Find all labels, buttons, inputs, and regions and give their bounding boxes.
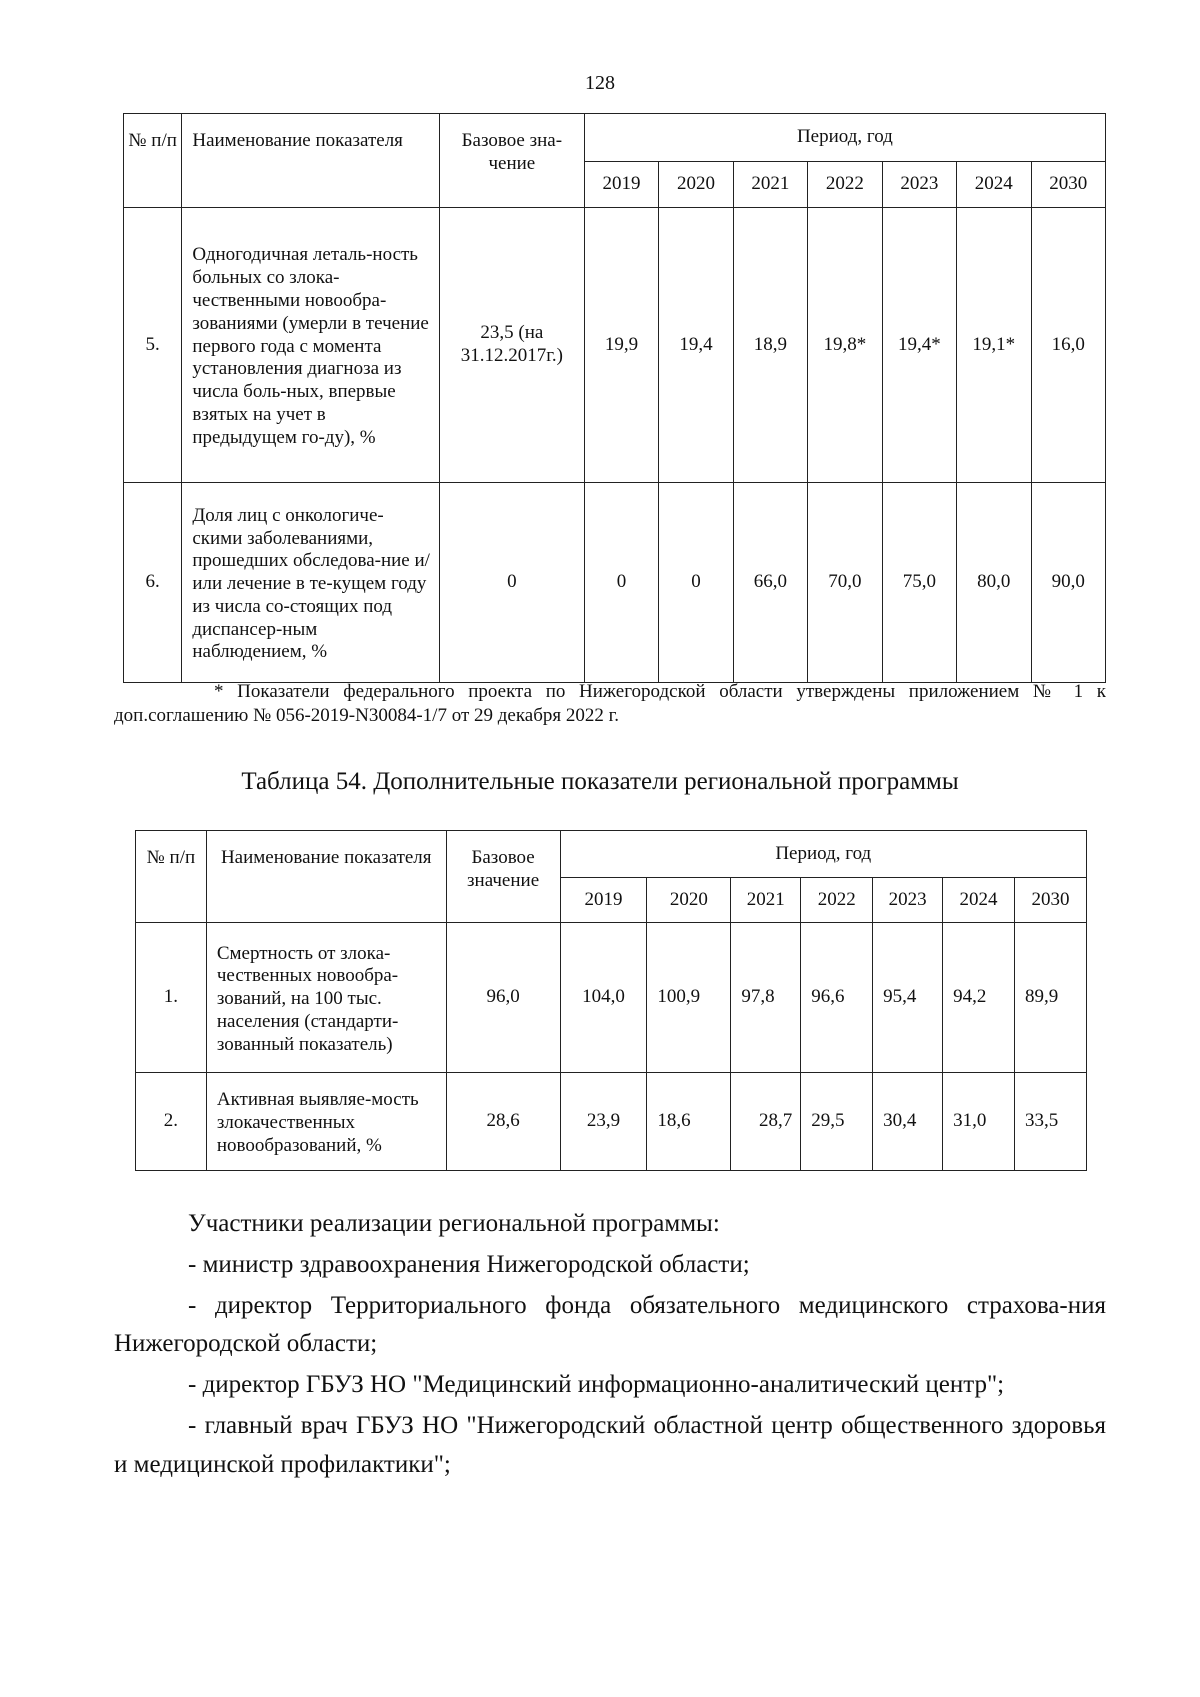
row-value: 0	[659, 483, 733, 683]
paragraph: - главный врач ГБУЗ НО "Нижегородский областной центр общественного здоровья и медицинской профилактики";	[114, 1411, 1106, 1478]
row-value: 95,4	[873, 923, 943, 1073]
row-num: 5.	[124, 208, 182, 483]
header-name: Наименование показателя	[182, 114, 440, 208]
paragraph: - министр здравоохранения Нижегородской области;	[188, 1250, 750, 1278]
paragraph: Участники реализации региональной программы:	[188, 1210, 720, 1237]
row-value: 23,9	[560, 1073, 647, 1171]
row-value: 19,4	[659, 208, 733, 483]
row-value: 18,6	[647, 1073, 731, 1171]
header-year: 2021	[731, 878, 801, 923]
participants-text	[114, 1205, 1106, 1486]
row-value: 70,0	[808, 483, 882, 683]
row-value: 19,1*	[957, 208, 1031, 483]
header-year: 2019	[584, 162, 658, 208]
row-value: 97,8	[731, 923, 801, 1073]
row-value: 100,9	[647, 923, 731, 1073]
table-title: Таблица 54. Дополнительные показатели региональной программы	[241, 768, 959, 795]
footnote: * Показатели федерального проекта по Нижегородской области утверждены приложением № 1 к доп.соглашению № 056-2019-N30084-1/7 от 29 декабря 2022 г.	[114, 681, 1106, 726]
row-num: 2.	[136, 1073, 207, 1171]
paragraph: - директор ГБУЗ НО "Медицинский информационно-аналитический центр";	[188, 1371, 1005, 1398]
row-value: 16,0	[1031, 208, 1106, 483]
row-value: 75,0	[882, 483, 956, 683]
row-base: 96,0	[446, 923, 560, 1073]
row-name: Активная выявляе-мость злокачественных новообразований, %	[206, 1073, 446, 1171]
row-value: 19,8*	[808, 208, 882, 483]
header-year: 2019	[560, 878, 647, 923]
header-year: 2024	[957, 162, 1031, 208]
row-value: 89,9	[1015, 923, 1087, 1073]
row-value: 94,2	[943, 923, 1015, 1073]
row-value: 90,0	[1031, 483, 1106, 683]
header-num: № п/п	[136, 831, 207, 923]
row-value: 0	[584, 483, 658, 683]
table-row	[124, 208, 1106, 483]
row-value: 31,0	[943, 1073, 1015, 1171]
row-base: 0	[439, 483, 584, 683]
header-year: 2023	[882, 162, 956, 208]
row-value: 30,4	[873, 1073, 943, 1171]
header-period: Период, год	[584, 114, 1105, 162]
header-year: 2022	[801, 878, 873, 923]
header-num: № п/п	[124, 114, 182, 208]
row-value: 104,0	[560, 923, 647, 1073]
row-value: 28,7	[731, 1073, 801, 1171]
header-year: 2020	[659, 162, 733, 208]
row-value: 80,0	[957, 483, 1031, 683]
additional-indicators-table	[135, 830, 1087, 1171]
row-value: 96,6	[801, 923, 873, 1073]
paragraph: - директор Территориального фонда обязательного медицинского страхова-ния Нижегородской области;	[114, 1291, 1106, 1358]
header-base: Базовое значение	[446, 831, 560, 923]
header-year: 2024	[943, 878, 1015, 923]
header-period: Период, год	[560, 831, 1086, 878]
header-name: Наименование показателя	[206, 831, 446, 923]
row-value: 33,5	[1015, 1073, 1087, 1171]
table-row	[136, 1073, 1087, 1171]
row-num: 6.	[124, 483, 182, 683]
row-name: Доля лиц с онкологиче-скими заболеваниями, прошедших обследова-ние и/или лечение в те-кущем году из числа со-стоящих под диспансер-ным наблюдением, %	[182, 483, 440, 683]
header-year: 2021	[733, 162, 807, 208]
row-base: 23,5 (на 31.12.2017г.)	[439, 208, 584, 483]
row-value: 18,9	[733, 208, 807, 483]
row-value: 19,4*	[882, 208, 956, 483]
row-value: 19,9	[584, 208, 658, 483]
header-year: 2022	[808, 162, 882, 208]
header-year: 2030	[1031, 162, 1106, 208]
row-base: 28,6	[446, 1073, 560, 1171]
page-number: 128	[585, 72, 615, 94]
header-year: 2030	[1015, 878, 1087, 923]
row-value: 29,5	[801, 1073, 873, 1171]
row-name: Одногодичная леталь-ность больных со злока-чественными новообра-зованиями (умерли в течение первого года с момента установления диагноза из числа боль-ных, впервые взятых на учет в предыдущем го-ду), %	[182, 208, 440, 483]
row-value: 66,0	[733, 483, 807, 683]
header-base: Базовое зна-чение	[439, 114, 584, 208]
row-name: Смертность от злока-чественных новообра-зований, на 100 тыс. населения (стандарти-зованный показатель)	[206, 923, 446, 1073]
table-row	[124, 483, 1106, 683]
row-num: 1.	[136, 923, 207, 1073]
indicators-table-continued	[123, 113, 1106, 683]
table-row	[136, 923, 1087, 1073]
header-year: 2023	[873, 878, 943, 923]
header-year: 2020	[647, 878, 731, 923]
